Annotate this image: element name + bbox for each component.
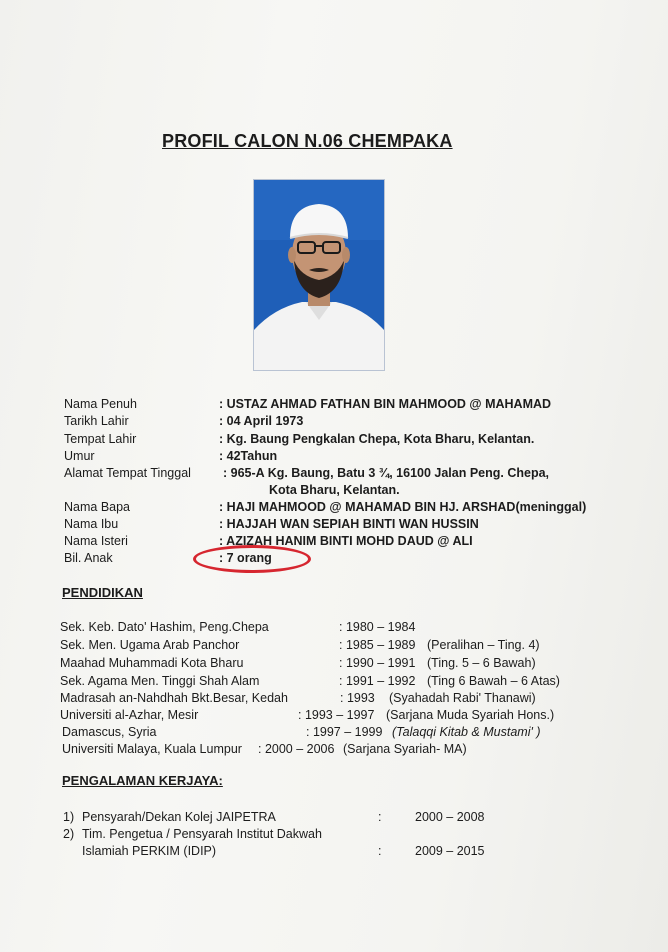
profile-value: : 965-A Kg. Baung, Batu 3 ¾, 16100 Jalan Peng. Chepa, xyxy=(223,466,550,480)
education-years: : 1985 – 1989 xyxy=(339,638,416,652)
education-years: : 1993 xyxy=(340,691,375,705)
education-note: (Sarjana Syariah- MA) xyxy=(343,742,467,756)
profile-value: : HAJJAH WAN SEPIAH BINTI WAN HUSSIN xyxy=(219,517,479,531)
profile-value: : 42Tahun xyxy=(219,449,278,463)
education-school: Universiti Malaya, Kuala Lumpur xyxy=(62,742,242,756)
education-note: (Sarjana Muda Syariah Hons.) xyxy=(386,708,555,722)
career-colon: : xyxy=(378,810,382,824)
profile-value-continuation: Kota Bharu, Kelantan. xyxy=(269,483,400,497)
profile-label: Bil. Anak xyxy=(64,551,113,565)
education-note: (Syahadah Rabi' Thanawi) xyxy=(389,691,536,705)
profile-label: Nama Penuh xyxy=(64,397,137,411)
profile-label: Alamat Tempat Tinggal xyxy=(64,466,191,480)
education-years: : 1991 – 1992 xyxy=(339,674,416,688)
education-note: (Ting 6 Bawah – 6 Atas) xyxy=(427,674,560,688)
career-colon: : xyxy=(378,844,382,858)
education-note: (Talaqqi Kitab & Mustami' ) xyxy=(392,725,541,739)
page-title: PROFIL CALON N.06 CHEMPAKA xyxy=(162,131,453,151)
candidate-photo xyxy=(254,180,384,370)
education-school: Damascus, Syria xyxy=(62,725,157,739)
section-heading-pendidikan: PENDIDIKAN xyxy=(62,585,143,600)
education-school: Madrasah an-Nahdhah Bkt.Besar, Kedah xyxy=(60,691,288,705)
profile-value: : HAJI MAHMOOD @ MAHAMAD BIN HJ. ARSHAD(meninggal) xyxy=(219,500,587,514)
section-heading-kerjaya: PENGALAMAN KERJAYA: xyxy=(62,773,223,788)
profile-value: : 04 April 1973 xyxy=(219,414,304,428)
profile-value: : USTAZ AHMAD FATHAN BIN MAHMOOD @ MAHAMAD xyxy=(219,397,552,411)
career-years: 2009 – 2015 xyxy=(415,844,485,858)
profile-label: Tempat Lahir xyxy=(64,432,137,446)
profile-label: Tarikh Lahir xyxy=(64,414,129,428)
profile-value: : 7 orang xyxy=(219,551,272,565)
profile-value: : AZIZAH HANIM BINTI MOHD DAUD @ ALI xyxy=(219,534,473,548)
profile-label: Nama Isteri xyxy=(64,534,128,548)
career-position: Pensyarah/Dekan Kolej JAIPETRA xyxy=(82,810,276,824)
career-number: 1) xyxy=(63,810,75,824)
education-years: : 1993 – 1997 xyxy=(298,708,375,722)
education-school: Maahad Muhammadi Kota Bharu xyxy=(60,656,244,670)
profile-label: Umur xyxy=(64,449,95,463)
profile-value: : Kg. Baung Pengkalan Chepa, Kota Bharu, Kelantan. xyxy=(219,432,535,446)
education-note: (Peralihan – Ting. 4) xyxy=(427,638,540,652)
education-years: : 1997 – 1999 xyxy=(306,725,383,739)
education-years: : 1980 – 1984 xyxy=(339,620,416,634)
education-school: Sek. Keb. Dato' Hashim, Peng.Chepa xyxy=(60,620,269,634)
education-school: Universiti al-Azhar, Mesir xyxy=(60,708,199,722)
education-years: : 2000 – 2006 xyxy=(258,742,335,756)
education-years: : 1990 – 1991 xyxy=(339,656,416,670)
career-years: 2000 – 2008 xyxy=(415,810,485,824)
career-number: 2) xyxy=(63,827,75,841)
red-circle-highlight xyxy=(193,545,311,573)
profile-label: Nama Bapa xyxy=(64,500,131,514)
candidate-portrait-icon xyxy=(254,180,384,370)
education-school: Sek. Agama Men. Tinggi Shah Alam xyxy=(60,674,260,688)
career-position: Tim. Pengetua / Pensyarah Institut Dakwah xyxy=(82,827,322,841)
education-school: Sek. Men. Ugama Arab Panchor xyxy=(60,638,240,652)
education-note: (Ting. 5 – 6 Bawah) xyxy=(427,656,536,670)
profile-label: Nama Ibu xyxy=(64,517,119,531)
career-position-line2: Islamiah PERKIM (IDIP) xyxy=(82,844,217,858)
